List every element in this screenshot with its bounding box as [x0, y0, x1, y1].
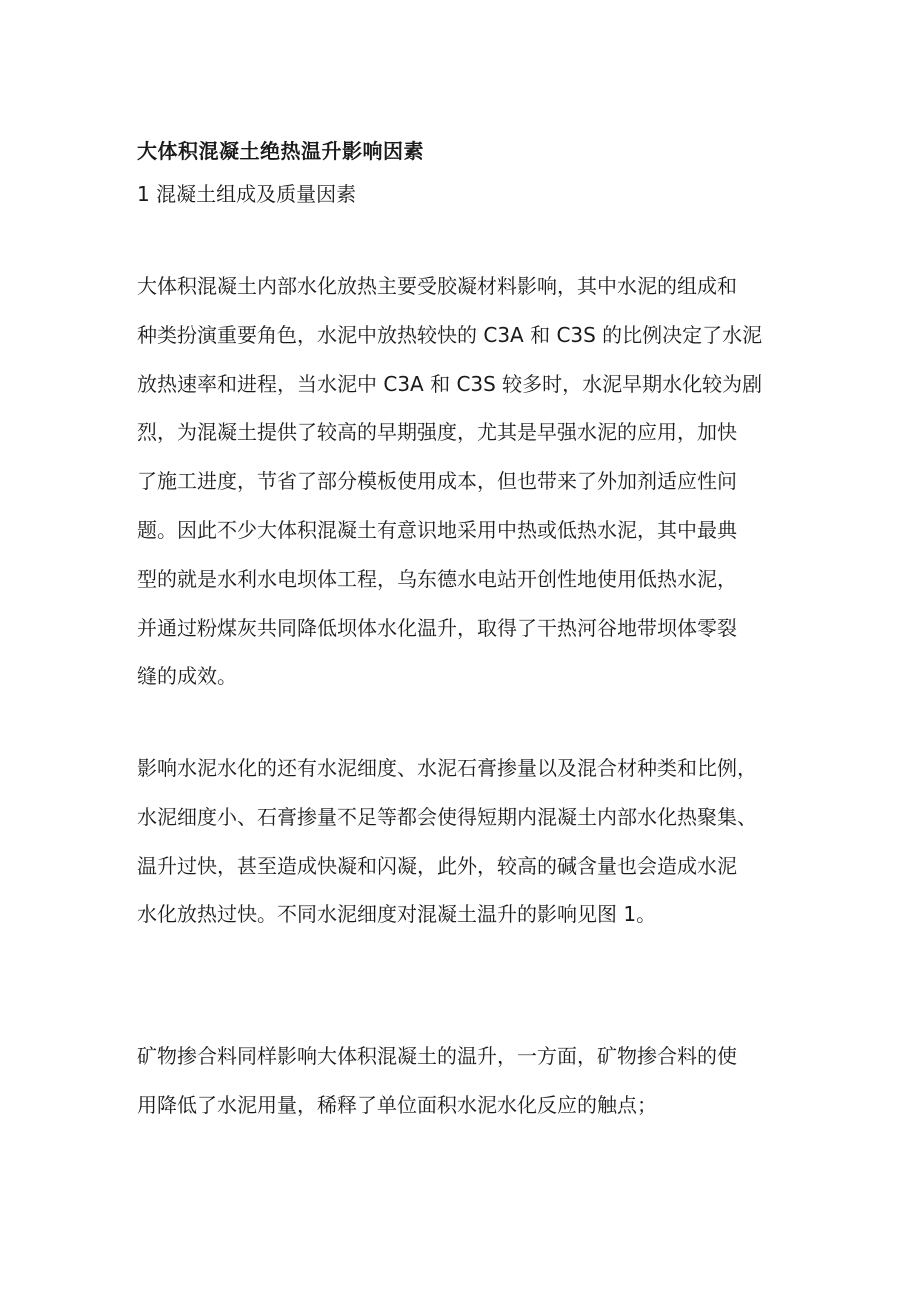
paragraph-line: 温升过快，甚至造成快凝和闪凝，此外，较高的碱含量也会造成水泥 — [137, 853, 737, 878]
paragraph-cement-fineness — [137, 754, 797, 949]
paragraph-line: 了施工进度，节省了部分模板使用成本，但也带来了外加剂适应性问 — [137, 469, 737, 494]
paragraph-line: 型的就是水利水电坝体工程，乌东德水电站开创性地使用低热水泥， — [137, 566, 737, 591]
paragraph-line: 水泥细度小、石膏掺量不足等都会使得短期内混凝土内部水化热聚集、 — [137, 804, 757, 829]
paragraph-line: 矿物掺合料同样影响大体积混凝土的温升，一方面，矿物掺合料的使 — [137, 1044, 737, 1068]
paragraph-cement-composition — [137, 272, 797, 711]
paragraph-line: 用降低了水泥用量，稀释了单位面积水泥水化反应的触点； — [137, 1092, 657, 1117]
document-title: 大体积混凝土绝热温升影响因素 — [137, 139, 424, 163]
paragraph-line: 水化放热过快。不同水泥细度对混凝土温升的影响见图 1。 — [137, 902, 657, 927]
paragraph-mineral-admixture — [137, 1042, 797, 1140]
section-heading: 1 混凝土组成及质量因素 — [137, 182, 357, 206]
paragraph-line: 烈，为混凝土提供了较高的早期强度，尤其是早强水泥的应用，加快 — [137, 420, 737, 445]
paragraph-line: 缝的成效。 — [137, 664, 237, 689]
paragraph-line: 放热速率和进程，当水泥中 C3A 和 C3S 较多时，水泥早期水化较为剧 — [137, 371, 763, 396]
paragraph-line: 种类扮演重要角色，水泥中放热较快的 C3A 和 C3S 的比例决定了水泥 — [137, 322, 763, 347]
paragraph-line: 大体积混凝土内部水化放热主要受胶凝材料影响，其中水泥的组成和 — [137, 274, 737, 298]
paragraph-line: 并通过粉煤灰共同降低坝体水化温升，取得了干热河谷地带坝体零裂 — [137, 615, 737, 640]
paragraph-line: 题。因此不少大体积混凝土有意识地采用中热或低热水泥，其中最典 — [137, 517, 737, 542]
paragraph-line: 影响水泥水化的还有水泥细度、水泥石膏掺量以及混合材种类和比例， — [137, 756, 757, 780]
